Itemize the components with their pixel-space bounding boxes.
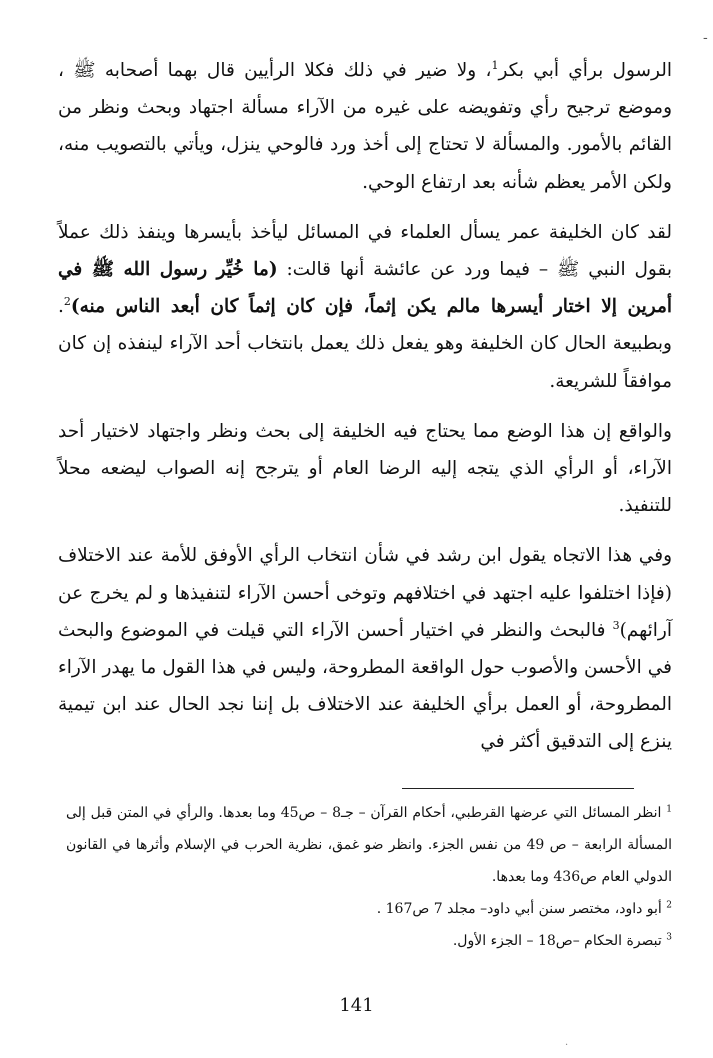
paragraph-4 xyxy=(58,537,672,760)
paragraph-4-part-2: فالبحث والنظر في اختيار أحسن الآراء التي قيلت في الموضوع والبحث في الأحسن والأصوب حول الواقعة المطروحة، وليس في هذا القول ما يهدر الآراء المطروحة، أو العمل برأي الخليفة عند الاختلاف بل إننا نجد الحال عند ابن تيمية ينزع إلى التدقيق أكثر في xyxy=(58,619,672,753)
paragraph-3: والواقع إن هذا الوضع مما يحتاج فيه الخليفة إلى بحث ونظر واجتهاد لاختيار أحد الآراء، أو الرأي الذي يتجه إليه الرضا العام أو يترجح إنه الصواب ليضعه محلاً للتنفيذ. xyxy=(58,420,672,517)
paragraph-4-part-1: وفي هذا الاتجاه يقول ابن رشد في شأن انتخاب الرأي الأوفق للأمة عند الاختلاف (فإذا اختلفوا عليه اجتهد في اختلافهم وتوخى أحسن الآراء لتنفيذها و لم يخرج عن آرائهم) xyxy=(58,545,672,641)
scan-corner-mark: · xyxy=(565,1040,569,1051)
paragraph-1-part-2: ، ولا ضير في ذلك فكلا الرأيين قال بهما أصحابه ﷺ ، وموضع ترجيح رأي وتفويضه على غيره من الآراء مسألة اجتهاد وبحث ونظر من القائم بالأمور. والمسألة لا تحتاج إلى أخذ ورد فالوحي ينزل، ويأتي بالتصويب منه، ولكن الأمر يعظم شأنه بعد ارتفاع الوحي. xyxy=(58,60,672,193)
scan-edge-mark: - xyxy=(703,30,708,46)
footnotes xyxy=(66,797,672,957)
paragraph-2 xyxy=(58,214,672,400)
page-number: 141 xyxy=(339,995,374,1016)
footnote-ref-2[interactable]: 2 xyxy=(63,295,71,309)
footnote-3 xyxy=(66,925,672,957)
footnote-ref-3[interactable]: 3 xyxy=(612,618,620,632)
paragraph-1-part-1: الرسول برأي أبي بكر xyxy=(498,60,672,81)
footnote-1 xyxy=(66,797,672,893)
footnote-2-text: أبو داود، مختصر سنن أبي داود– مجلد 7 ص167 . xyxy=(376,901,662,917)
footnote-2 xyxy=(66,893,672,925)
footnote-1-text: انظر المسائل التي عرضها القرطبي، أحكام القرآن – جـ8 – ص45 وما بعدها. والرأي في المتن قبل إلى المسألة الرابعة – ص 49 من نفس الجزء. وانظر ضو غمق، نظرية الحرب في الإسلام وأثرها في القانون الدولي العام ص436 وما بعدها. xyxy=(66,805,672,885)
footnote-separator xyxy=(402,788,634,789)
footnote-ref-1[interactable]: 1 xyxy=(491,58,499,72)
footnote-3-number: 3 xyxy=(666,932,672,943)
footnote-2-number: 2 xyxy=(666,900,672,911)
main-text xyxy=(58,52,672,774)
paragraph-1 xyxy=(58,52,672,201)
footnote-1-number: 1 xyxy=(666,804,673,815)
footnote-3-text: تبصرة الحكام –ص18 – الجزء الأول. xyxy=(452,933,662,949)
paragraph-2-part-1: لقد كان الخليفة عمر يسأل العلماء في المسائل ليأخذ بأيسرها وينفذ ذلك عملاً بقول النبي ﷺ – فيما ورد عن عائشة أنها قالت: xyxy=(58,221,672,281)
hadith-quote: (ما خُيِّر رسول الله ﷺ في أمرين إلا اختار أيسرها مالم يكن إثماً، فإن كان إثماً كان أبعد الناس منه) xyxy=(58,259,672,318)
paragraph-2-part-2: . وبطبيعة الحال كان الخليفة وهو يفعل ذلك يعمل بانتخاب أحد الآراء لينفذه إن كان موافقاً للشريعة. xyxy=(58,296,672,392)
